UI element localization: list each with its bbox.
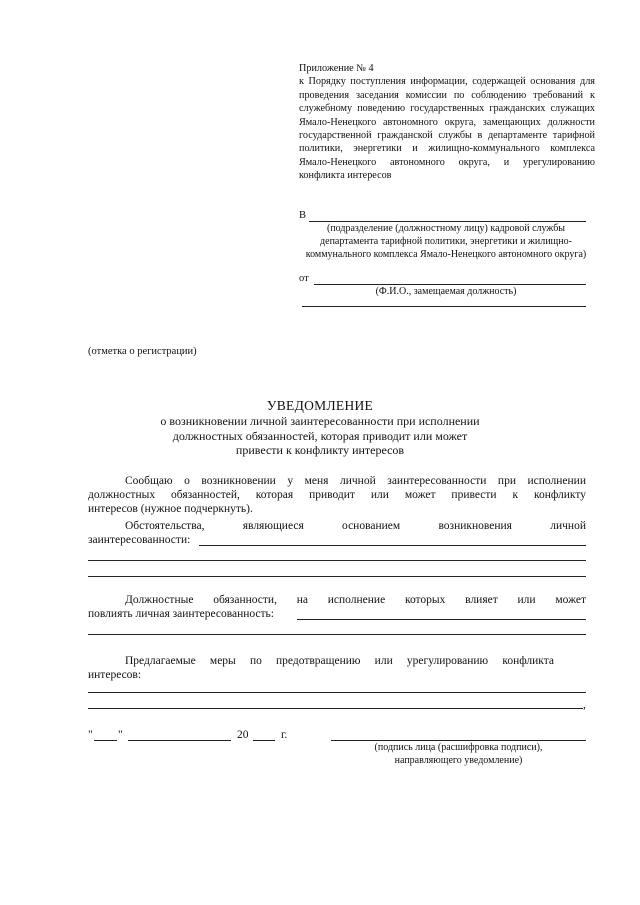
date-year-prefix: 20	[237, 729, 249, 741]
to-hint: (подразделение (должностному лицу) кадровой службы департамента тарифной политики, энергетики и жилищно-коммунального комплекса Ямало-Ненецкого автономного округа)	[305, 223, 587, 260]
p3-line-2: повлиять личная заинтересованность:	[88, 608, 274, 620]
notice-subtitle-line-3: привести к конфликту интересов	[235, 443, 405, 457]
circumstances-line-3[interactable]	[88, 576, 586, 577]
signature-hint	[331, 741, 586, 767]
p1-line-1: Сообщаю о возникновении у меня личной заинтересованности при исполнении	[125, 475, 586, 487]
p2-line-1: Обстоятельства, являющиеся основанием возникновения личной	[125, 520, 586, 532]
duties-line-2[interactable]	[88, 634, 586, 635]
measures-line-2[interactable]	[88, 708, 583, 709]
p2-line-2: заинтересованности:	[88, 534, 191, 546]
paragraph-duties	[88, 593, 586, 621]
from-hint: (Ф.И.О., замещаемая должность)	[375, 286, 517, 297]
circumstances-line-2[interactable]	[88, 560, 586, 561]
measures-line-comma: ,	[583, 699, 586, 711]
from-label: от	[299, 273, 309, 284]
measures-line-1[interactable]	[88, 692, 586, 693]
appendix-title: Приложение № 4	[299, 63, 374, 74]
date-month-line[interactable]	[128, 740, 231, 741]
paragraph-measures	[88, 654, 554, 682]
p3-line-1: Должностные обязанности, на исполнение которых влияет или может	[125, 594, 586, 606]
date-day-line[interactable]	[94, 740, 117, 741]
date-year-line[interactable]	[253, 740, 275, 741]
appendix-text: к Порядку поступления информации, содержащей основания для проведения заседания комиссии по соблюдению требований к служебному поведению государственных гражданских служащих Ямало-Ненецкого автономного округа, замещающих должности государственной гражданской службы в департаменте тарифной политики, энергетики и жилищно-коммунального комплекса Ямало-Ненецкого автономного округа, и урегулированию конфликта интересов	[299, 76, 595, 182]
p4-line-1: Предлагаемые меры по предотвращению или урегулированию конфликта	[125, 655, 554, 667]
registration-mark: (отметка о регистрации)	[88, 346, 197, 357]
p4-line-2: интересов:	[88, 669, 142, 681]
date-quote-open: "	[88, 729, 93, 741]
notice-subtitle	[0, 414, 640, 458]
p1-line-2: должностных обязанностей, которая приводит или может привести к конфликту	[88, 489, 586, 501]
notice-title: УВЕДОМЛЕНИЕ	[266, 398, 374, 413]
appendix-block	[299, 62, 595, 183]
notice-subtitle-line-2: должностных обязанностей, которая приводит или может	[172, 428, 468, 443]
p1-line-3: интересов (нужное подчеркнуть).	[88, 503, 253, 515]
duties-line-1[interactable]	[297, 619, 586, 620]
to-label: В	[299, 210, 307, 221]
paragraph-report	[88, 474, 586, 516]
date-year-suffix: г.	[281, 729, 288, 741]
signature-hint-line-1: (подпись лица (расшифровка подписи),	[374, 742, 543, 753]
paragraph-circumstances	[88, 519, 586, 547]
date-quote-close: "	[118, 729, 123, 741]
signature-hint-line-2: направляющего уведомление)	[394, 755, 523, 766]
from-field-line-2[interactable]	[302, 306, 586, 307]
notice-subtitle-line-1: о возникновении личной заинтересованности при исполнении	[160, 414, 480, 428]
circumstances-line-1[interactable]	[199, 545, 586, 546]
